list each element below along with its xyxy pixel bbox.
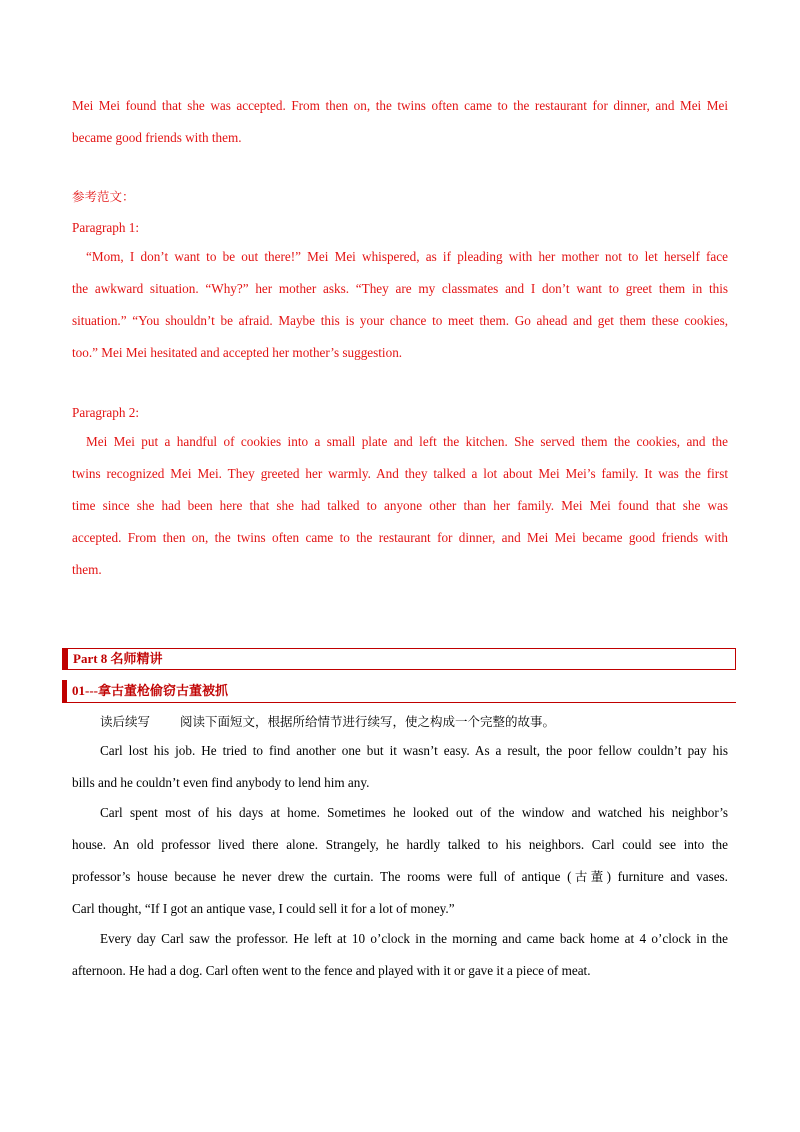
sample-essay-heading: 参考范文：	[72, 189, 135, 204]
top-paragraph	[72, 90, 728, 154]
part-header-accent	[63, 649, 68, 669]
paragraph-2-body	[72, 426, 728, 586]
paragraph-2-line: time since she had been here that she had talked to anyone other than her family. Mei Mei found that she was	[72, 498, 728, 513]
part-header	[62, 648, 736, 670]
paragraph-1-line: situation.” “You shouldn’t be afraid. Maybe this is your chance to meet them. Go ahead and get them these cookies,	[72, 313, 728, 328]
paragraph-1-body	[72, 241, 728, 369]
paragraph-1-line: the awkward situation. “Why?” her mother asks. “They are my classmates and I don’t want to greet them in this	[72, 281, 728, 296]
section-header-accent	[62, 680, 67, 702]
paragraph-2-line: Mei Mei put a handful of cookies into a small plate and left the kitchen. She served them the cookies, and the	[86, 434, 728, 449]
part-title: Part 8 名师精讲	[73, 651, 163, 666]
task-text: 阅读下面短文，根据所给情节进行续写，使之构成一个完整的故事。	[180, 714, 556, 729]
story-paragraph-3	[72, 923, 728, 987]
antique-chinese-term: 古董	[571, 869, 607, 884]
task-instruction	[100, 712, 555, 732]
story-line: bills and he couldn’t even find anybody to lend him any.	[72, 775, 370, 790]
story-text: ) furniture and vases.	[606, 869, 728, 884]
story-line: Carl spent most of his days at home. Sometimes he looked out of the window and watched his neighbor’s	[100, 805, 728, 820]
story-line: Every day Carl saw the professor. He left at 10 o’clock in the morning and came back home at 4 o’clock in the	[100, 931, 728, 946]
paragraph-1-label: Paragraph 1:	[72, 220, 140, 235]
story-text: professor’s house because he never drew the curtain. The rooms were full of antique (	[72, 869, 572, 884]
story-paragraph-1	[72, 735, 728, 799]
story-line: house. An old professor lived there alone. Strangely, he hardly talked to his neighbors. Carl could see into the	[72, 837, 728, 852]
story-paragraph-2	[72, 797, 728, 925]
story-line: Carl thought, “If I got an antique vase, I could sell it for a lot of money.”	[72, 901, 455, 916]
section-header	[62, 680, 736, 703]
top-paragraph-line: Mei Mei found that she was accepted. From then on, the twins often came to the restaurant for dinner, and Mei Mei	[72, 98, 728, 113]
task-label: 读后续写	[100, 714, 151, 729]
story-line: Carl lost his job. He tried to find another one but it wasn’t easy. As a result, the poor fellow couldn’t pay his	[100, 743, 728, 758]
paragraph-2-label: Paragraph 2:	[72, 405, 140, 420]
paragraph-2-line: accepted. From then on, the twins often came to the restaurant for dinner, and Mei Mei became good friends with	[72, 530, 728, 545]
section-title: 01---拿古董枪偷窃古董被抓	[72, 683, 228, 698]
story-line-antique	[72, 861, 728, 893]
paragraph-2-line: twins recognized Mei Mei. They greeted her warmly. And they talked a lot about Mei Mei’s family. It was the first	[72, 466, 728, 481]
paragraph-1-line: too.” Mei Mei hesitated and accepted her mother’s suggestion.	[72, 345, 403, 360]
paragraph-2-line: them.	[72, 562, 102, 577]
story-line: afternoon. He had a dog. Carl often went to the fence and played with it or gave it a piece of meat.	[72, 963, 591, 978]
paragraph-1-line: “Mom, I don’t want to be out there!” Mei Mei whispered, as if pleading with her mother not to let herself face	[86, 249, 728, 264]
top-paragraph-line: became good friends with them.	[72, 130, 242, 145]
